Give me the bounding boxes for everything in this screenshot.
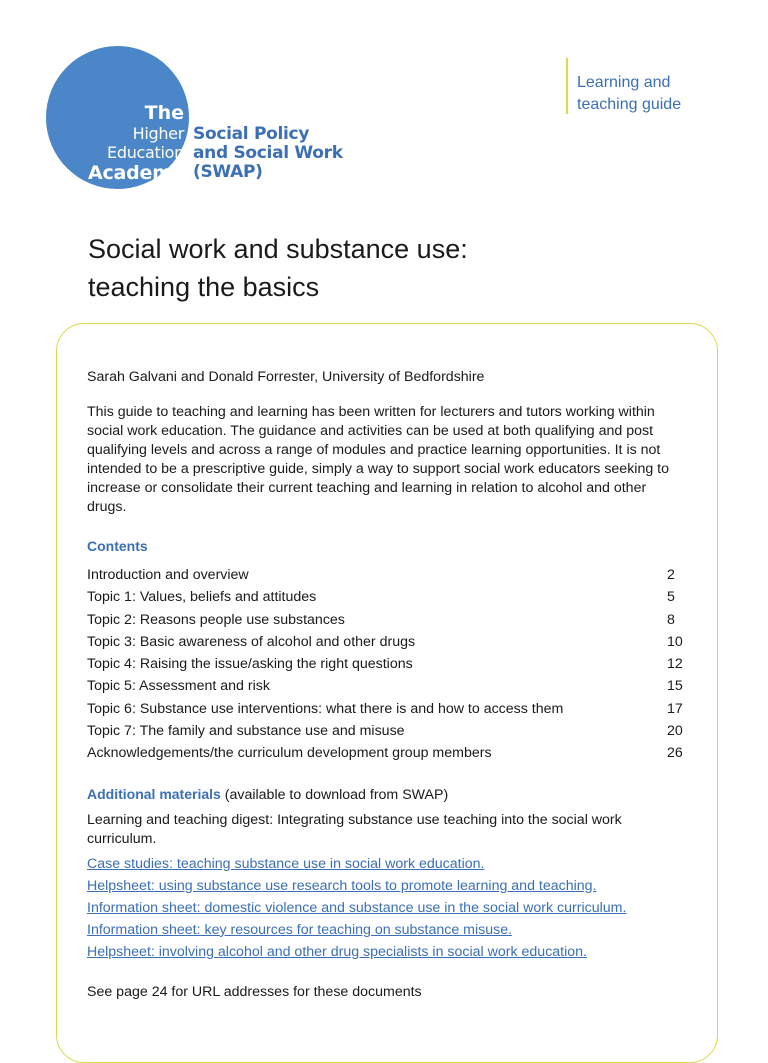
url-note: See page 24 for URL addresses for these documents bbox=[87, 983, 422, 1000]
toc-entry-label: Topic 7: The family and substance use and misuse bbox=[87, 723, 405, 740]
toc-entry-label: Topic 4: Raising the issue/asking the right questions bbox=[87, 656, 413, 673]
toc-entry-page: 12 bbox=[667, 656, 683, 673]
contents-heading: Contents bbox=[87, 538, 148, 554]
toc-entry bbox=[87, 742, 687, 764]
swap-line-1: Social Policy bbox=[193, 124, 310, 144]
resource-link-item bbox=[87, 897, 687, 919]
resource-link[interactable]: Case studies: teaching substance use in social work education. bbox=[87, 855, 485, 872]
swap-line-2: and Social Work bbox=[193, 143, 343, 163]
resource-link-item bbox=[87, 853, 687, 875]
toc-entry-page: 15 bbox=[667, 678, 683, 695]
logo-line-the: The bbox=[144, 102, 184, 124]
additional-materials-note: (available to download from SWAP) bbox=[220, 786, 449, 803]
toc-entry-label: Topic 1: Values, beliefs and attitudes bbox=[87, 589, 317, 606]
toc-entry bbox=[87, 586, 687, 608]
resource-link[interactable]: Helpsheet: using substance use research tools to promote learning and teaching. bbox=[87, 877, 597, 894]
guide-type-label bbox=[577, 72, 681, 116]
guide-label-divider bbox=[566, 58, 568, 114]
toc-entry-page: 5 bbox=[667, 589, 675, 606]
hea-logo-text bbox=[88, 104, 184, 186]
resource-link-item bbox=[87, 919, 687, 941]
swap-line-3: (SWAP) bbox=[193, 162, 263, 182]
toc-entry bbox=[87, 698, 687, 720]
logo-line-academy: Academy bbox=[87, 162, 184, 184]
toc-entry-label: Topic 6: Substance use interventions: what there is and how to access them bbox=[87, 700, 564, 717]
intro-paragraph: This guide to teaching and learning has been written for lecturers and tutors working within social work education. The guidance and activities can be used at both qualifying and post qualifying levels and across a range of modules and practice learning opportunities. It is not intended to be a prescriptive guide, simply a way to support social work educators seeking to increase or consolidate their current teaching and learning in relation to alcohol and other drugs. bbox=[87, 404, 669, 515]
table-of-contents bbox=[87, 564, 687, 765]
title-line-1: Social work and substance use: bbox=[88, 234, 468, 264]
title-line-2: teaching the basics bbox=[88, 272, 320, 302]
toc-entry bbox=[87, 720, 687, 742]
toc-entry-label: Introduction and overview bbox=[87, 567, 249, 583]
toc-entry-page: 8 bbox=[667, 611, 675, 628]
toc-entry bbox=[87, 653, 687, 675]
toc-entry-label: Topic 3: Basic awareness of alcohol and other drugs bbox=[87, 633, 416, 650]
swap-logo-text bbox=[193, 125, 343, 182]
guide-label-line-1: Learning and bbox=[577, 74, 671, 91]
logo-line-education: Education bbox=[107, 143, 184, 162]
toc-entry-page: 17 bbox=[667, 700, 683, 717]
resource-link-item bbox=[87, 875, 687, 897]
toc-entry-page: 20 bbox=[667, 723, 683, 740]
toc-entry bbox=[87, 675, 687, 697]
toc-entry-label: Topic 5: Assessment and risk bbox=[87, 678, 270, 695]
toc-entry bbox=[87, 609, 687, 631]
toc-entry-label: Acknowledgements/the curriculum development group members bbox=[87, 745, 492, 762]
resource-link-item bbox=[87, 941, 687, 963]
resource-link[interactable]: Information sheet: key resources for teaching on substance misuse. bbox=[87, 921, 513, 938]
guide-label-line-2: teaching guide bbox=[577, 96, 682, 113]
toc-entry bbox=[87, 631, 687, 653]
content-body bbox=[87, 368, 687, 1002]
resource-link[interactable]: Information sheet: domestic violence and substance use in the social work curriculum. bbox=[87, 899, 627, 916]
toc-entry-label: Topic 2: Reasons people use substances bbox=[87, 611, 345, 628]
additional-materials-heading bbox=[87, 785, 687, 805]
document-title bbox=[88, 230, 468, 306]
resource-links bbox=[87, 853, 687, 963]
toc-entry-page: 10 bbox=[667, 633, 683, 650]
resource-link[interactable]: Helpsheet: involving alcohol and other drug specialists in social work education. bbox=[87, 943, 587, 960]
toc-entry bbox=[87, 564, 687, 586]
toc-entry-page: 2 bbox=[667, 567, 675, 583]
authors-line: Sarah Galvani and Donald Forrester, University of Bedfordshire bbox=[87, 369, 485, 385]
additional-materials-title: Additional materials bbox=[87, 785, 221, 802]
toc-entry-page: 26 bbox=[667, 745, 683, 762]
digest-item: Learning and teaching digest: Integrating substance use teaching into the social work curriculum. bbox=[87, 811, 622, 847]
logo-line-higher: Higher bbox=[132, 124, 184, 143]
